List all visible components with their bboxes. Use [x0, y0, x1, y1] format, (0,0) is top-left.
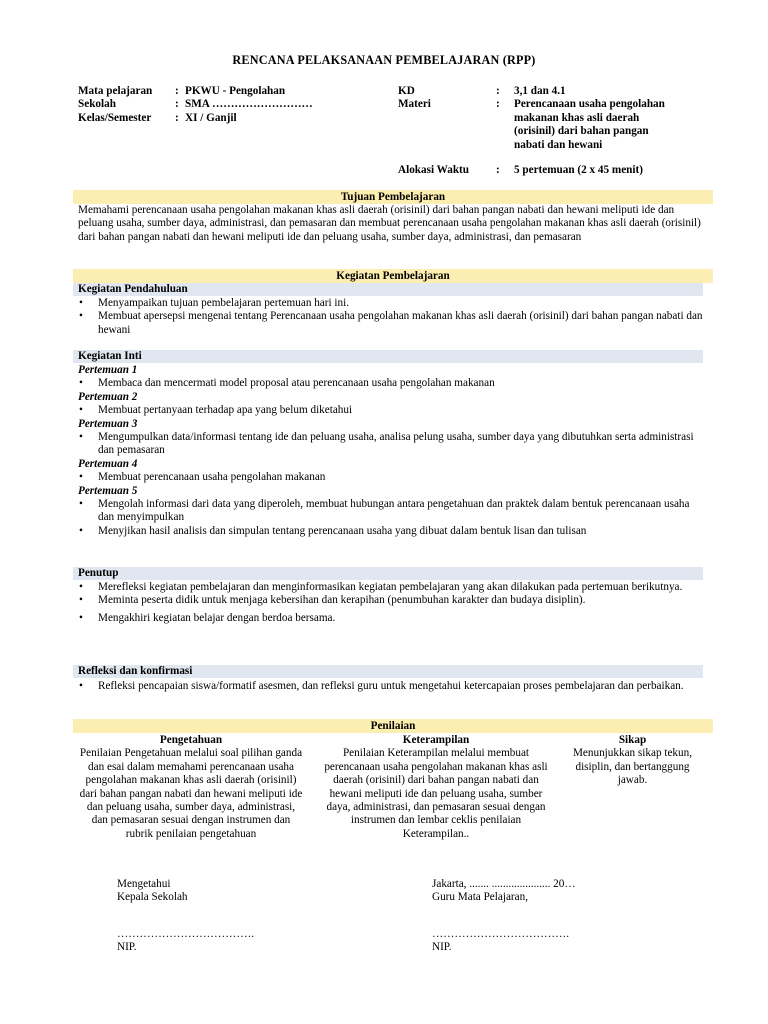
info-row-kd	[398, 85, 708, 98]
list-item: • Refleksi pencapaian siswa/formatif asesmen, dan refleksi guru untuk mengetahui ketercapaian proses pembelajaran dan perbaikan.	[79, 680, 684, 692]
signature-right	[432, 878, 576, 955]
info-row-mata-pelajaran	[78, 85, 388, 98]
alokasi-value: 5 pertemuan (2 x 45 menit)	[514, 164, 643, 176]
list-item: • Membuat apersepsi mengenai tentang Perencanaan usaha pengolahan makanan khas asli daerah (orisinil) dari bahan pangan nabati dan hewani	[79, 310, 703, 336]
page-title: RENCANA PELAKSANAAN PEMBELAJARAN (RPP)	[232, 53, 536, 67]
signature-right-nip: NIP.	[432, 941, 452, 954]
info-row-alokasi	[398, 164, 643, 177]
bullet-icon: •	[79, 498, 83, 511]
colon: :	[496, 98, 500, 111]
kegiatan-heading: Kegiatan Pembelajaran	[73, 269, 713, 283]
tujuan-text: Memahami perencanaan usaha pengolahan makanan khas asli daerah (orisinil) dari bahan pangan nabati dan hewani meliputi ide dan peluang usaha, sumber daya, administrasi, dan pemasaran dan membuat perencanaan usaha pengolahan makanan khas asli daerah (orisinil) dari bahan pangan nabati dan hewani meliputi ide dan peluang usaha, sumber daya, administrasi, dan pemasaran	[78, 204, 701, 243]
bullet-icon: •	[79, 431, 83, 444]
kd-value: 3,1 dan 4.1	[514, 85, 566, 97]
penutup-heading: Penutup	[73, 567, 703, 580]
signature-left-line1: Mengetahui	[117, 878, 171, 890]
info-row-materi	[398, 98, 708, 152]
list-item: • Membaca dan mencermati model proposal atau perencanaan usaha pengolahan makanan	[79, 377, 495, 390]
list-item: • Mengakhiri kegiatan belajar dengan berdoa bersama.	[79, 611, 336, 624]
list-item: • Meminta peserta didik untuk menjaga kebersihan dan kerapihan (penumbuhan karakter dan budaya disiplin).	[79, 594, 586, 607]
inti-heading: Kegiatan Inti	[73, 350, 703, 363]
signature-right-line2: Guru Mata Pelajaran,	[432, 891, 528, 904]
info-row-kelas	[78, 112, 388, 125]
pengetahuan-heading: Pengetahuan	[159, 734, 223, 746]
pertemuan-2-label: Pertemuan 2	[78, 390, 138, 403]
colon: :	[496, 85, 500, 97]
kelas-label: Kelas/Semester	[78, 111, 152, 124]
bullet-icon: •	[79, 581, 83, 593]
colon: :	[175, 85, 179, 97]
list-item: • Menyampaikan tujuan pembelajaran pertemuan hari ini.	[79, 297, 350, 309]
info-right	[398, 85, 708, 152]
info-left	[78, 85, 388, 125]
bullet-icon: •	[79, 594, 83, 607]
signature-left-dots: ……………………………….	[117, 927, 255, 940]
mata-pelajaran-label: Mata pelajaran	[78, 85, 153, 97]
signature-right-line1: Jakarta, ....... ..................... 20…	[432, 878, 576, 890]
pertemuan-1-label: Pertemuan 1	[78, 364, 138, 376]
tujuan-heading: Tujuan Pembelajaran	[73, 190, 713, 204]
signature-left-line2: Kepala Sekolah	[117, 891, 188, 904]
materi-value: Perencanaan usaha pengolahan makanan khas asli daerah (orisinil) dari bahan pangan nabati dan hewani	[514, 98, 665, 151]
penilaian-pengetahuan	[78, 734, 304, 841]
pertemuan-4-label: Pertemuan 4	[78, 457, 138, 470]
mata-pelajaran-value: PKWU - Pengolahan	[185, 85, 286, 97]
sikap-heading: Sikap	[618, 734, 647, 746]
list-item: • Membuat perencanaan usaha pengolahan makanan	[79, 471, 326, 484]
colon: :	[175, 98, 179, 111]
signature-left-nip: NIP.	[117, 941, 137, 954]
info-row-sekolah	[78, 98, 388, 111]
bullet-icon: •	[79, 404, 83, 417]
keterampilan-text: Penilaian Keterampilan melalui membuat perencanaan usaha pengolahan makanan khas asli daerah (orisinil) dari bahan pangan nabati dan hewani meliputi ide dan peluang usaha, sumber daya, administrasi, dan pemasaran sesuai dengan instrumen dan lembar ceklis penilaian Keterampilan..	[324, 747, 548, 840]
list-item: • Mengolah informasi dari data yang diperoleh, membuat hubungan antara pengetahuan dan praktek dalam bentuk perencanaan usaha dan menyimpulkan	[79, 498, 690, 524]
penilaian-keterampilan	[318, 734, 554, 841]
inti-list	[78, 364, 703, 538]
pendahuluan-heading: Kegiatan Pendahuluan	[73, 283, 703, 296]
list-item: • Mengumpulkan data/informasi tentang ide dan peluang usaha, analisa pelung usaha, sumber daya yang dibutuhkan serta administrasi dan pemasaran	[79, 431, 694, 457]
bullet-icon: •	[79, 471, 83, 484]
list-item: • Membuat pertanyaan terhadap apa yang belum diketahui	[79, 404, 353, 417]
signature-left	[117, 878, 254, 955]
sekolah-value: SMA ………………………	[185, 98, 313, 111]
keterampilan-heading: Keterampilan	[402, 734, 470, 746]
colon: :	[496, 164, 500, 176]
bullet-icon: •	[79, 524, 83, 537]
list-item: • Menyjikan hasil analisis dan simpulan tentang perencanaan usaha yang dibuat dalam bentuk lisan dan tulisan	[79, 524, 587, 537]
pengetahuan-text: Penilaian Pengetahuan melalui soal pilihan ganda dan esai dalam memahami perencanaan usaha pengolahan makanan khas asli daerah (orisinil) dari bahan pangan nabati dan hewani meliputi ide dan peluang usaha, sumber daya, administrasi, dan pemasaran sesuai dengan instrumen dan rubrik penilaian pengetahuan	[79, 747, 303, 840]
kelas-value: XI / Ganjil	[185, 111, 237, 124]
alokasi-label: Alokasi Waktu	[398, 164, 469, 176]
bullet-icon: •	[79, 680, 83, 692]
penutup-list	[78, 581, 703, 625]
penilaian-heading: Penilaian	[73, 719, 713, 733]
sikap-text: Menunjukkan sikap tekun, disiplin, dan bertanggung jawab.	[572, 747, 692, 787]
bullet-icon: •	[79, 611, 83, 624]
sekolah-label: Sekolah	[78, 98, 116, 111]
bullet-icon: •	[79, 377, 83, 390]
refleksi-list	[78, 680, 703, 693]
materi-label: Materi	[398, 98, 431, 111]
colon: :	[175, 111, 179, 124]
kd-label: KD	[398, 85, 415, 97]
bullet-icon: •	[79, 297, 83, 309]
signature-right-dots: ……………………………….	[432, 927, 570, 940]
bullet-icon: •	[79, 310, 83, 323]
list-item: • Merefleksi kegiatan pembelajaran dan menginformasikan kegiatan pembelajaran yang akan dilakukan pada pertemuan berikutnya.	[79, 581, 683, 593]
pertemuan-3-label: Pertemuan 3	[78, 417, 138, 430]
pertemuan-5-label: Pertemuan 5	[78, 484, 138, 497]
refleksi-heading: Refleksi dan konfirmasi	[73, 665, 703, 678]
pendahuluan-list	[78, 297, 703, 337]
penilaian-sikap	[570, 734, 695, 788]
